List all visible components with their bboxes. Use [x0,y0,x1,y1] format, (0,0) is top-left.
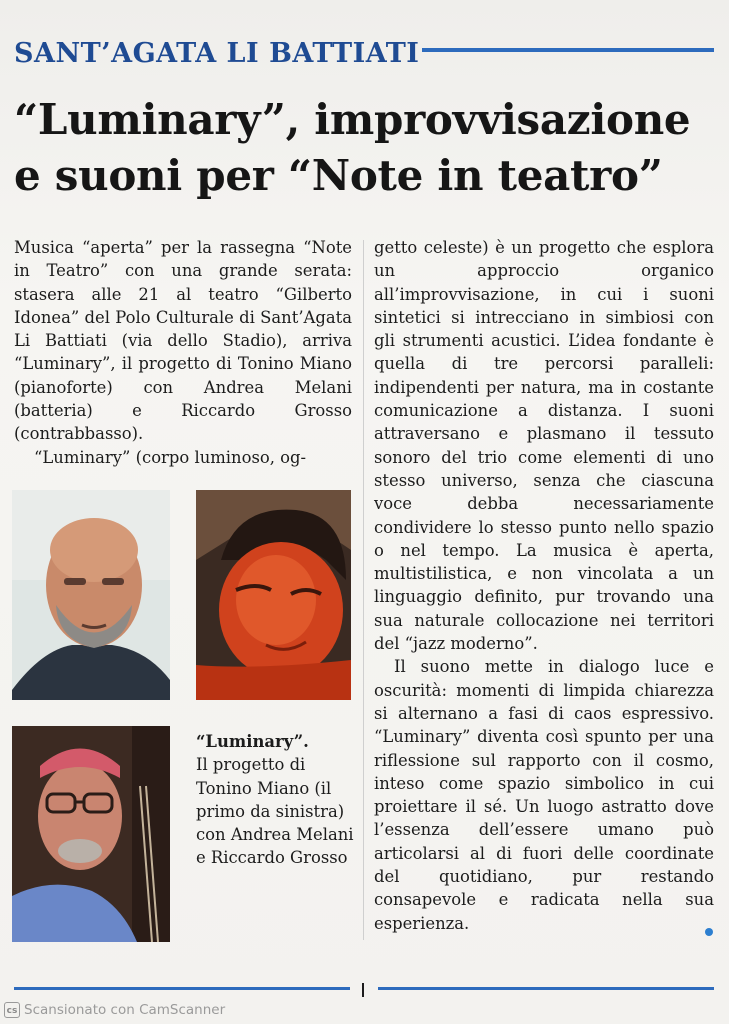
photo-tonino-miano [12,490,170,700]
right-paragraph-2: Il suono mette in dialogo luce e oscurità: momenti di limpida chiarezza si alternano a fasi di caos espressivo. “Luminary” diventa così spunto per una riflessione sul rapporto con il cosmo, inteso come spazio simbolico in cui proiettare il sé. Un luogo astratto dove l’essenza dell’essere umano può articolarsi al di fuori delle coordinate del quotidiano, pur restando consapevole e radicata nella sua esperienza. [374,657,714,933]
section-rule [422,48,714,52]
page-marker [362,983,364,997]
photo-caption [196,730,356,870]
right-column [374,236,714,935]
photo-andrea-melani [196,490,351,700]
watermark-text: Scansionato con CamScanner [24,1002,226,1018]
section-header [14,38,714,74]
article-headline [14,92,714,204]
left-paragraph-2: “Luminary” (corpo luminoso, og- [34,447,307,467]
caption-title: “Luminary”. [196,732,309,751]
headline-line-1: “Luminary”, improvvisazione [14,95,691,144]
headline-line-2: e suoni per “Note in teatro” [14,151,663,200]
camscanner-logo-icon: cs [4,1002,20,1018]
section-title: SANT’AGATA LI BATTIATI [14,38,420,69]
column-divider [363,240,364,940]
camscanner-watermark [4,1000,225,1020]
left-paragraph-1: Musica “aperta” per la rassegna “Note in Teatro” con una grande serata: stasera alle 21 al teatro “Gilberto Idonea” del Polo Culturale di Sant’Agata Li Battiati (via dello Stadio), arriva “Luminary”, il progetto di Tonino Miano (pianoforte) con Andrea Melani (batteria) e Riccardo Grosso (contrabbasso). [14,238,352,444]
end-marker-dot [705,928,713,936]
caption-body: Il progetto di Tonino Miano (il primo da sinistra) con Andrea Melani e Riccardo Grosso [196,755,354,868]
bottom-rule-left [14,987,350,990]
photo-riccardo-grosso [12,726,170,942]
right-paragraph-1: getto celeste) è un progetto che esplora un approccio organico all’improvvisazione, in cui i suoni sintetici si intrecciano in simbiosi con gli strumenti acustici. L’idea fondante è quella di tre percorsi paralleli: indipendenti per natura, ma in costante comunicazione a distanza. I suoni attraversano e plasmano il tessuto sonoro del trio come elementi di uno stesso universo, senza che ciascuna voce debba necessariamente condividere lo stesso punto nello spazio o nel tempo. La musica è aperta, multistilistica, e non vincolata a un linguaggio definito, pur trovando una sua naturale collocazione nei territori del “jazz moderno”. [374,238,714,654]
bottom-rule-right [378,987,714,990]
left-column [14,236,352,469]
